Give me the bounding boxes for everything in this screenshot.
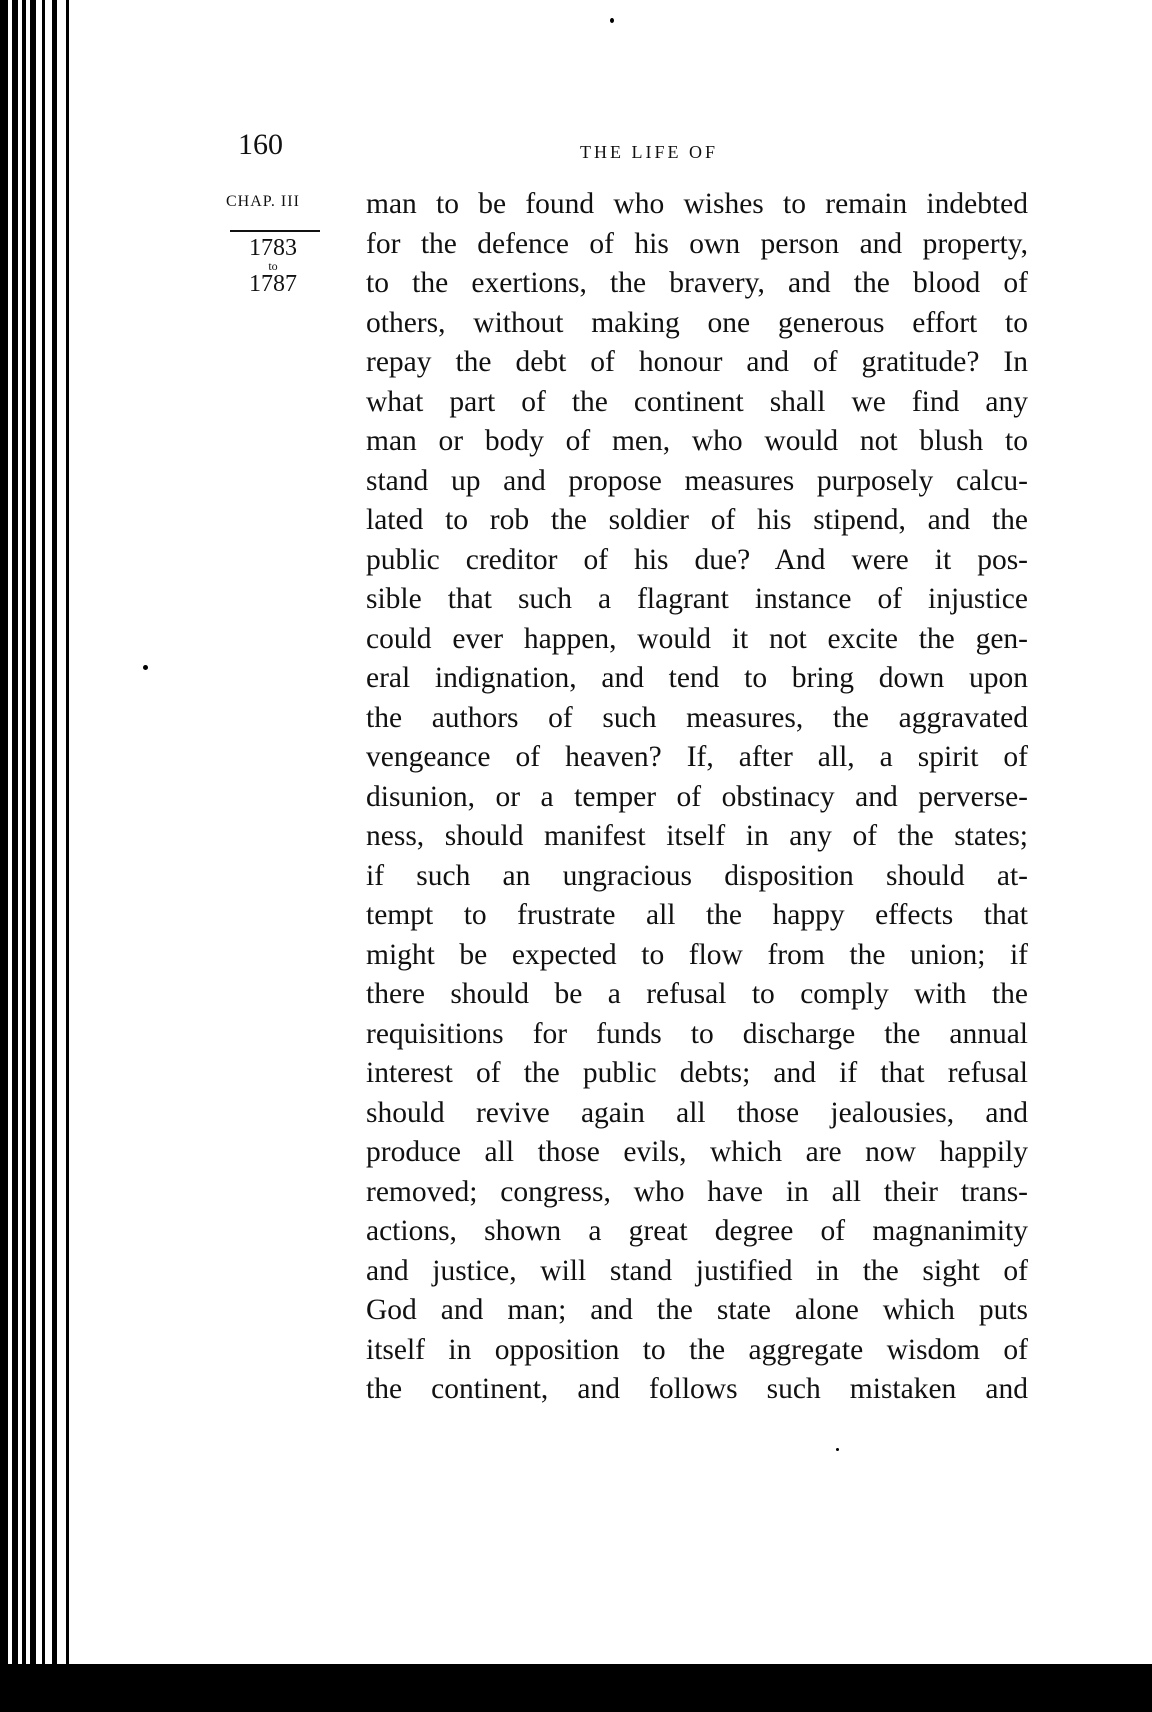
text-line: ness, should manifest itself in any of the states;: [366, 820, 1028, 852]
text-line: man to be found who wishes to remain indebted: [366, 188, 1028, 220]
scan-bottom-edge: [0, 1664, 1152, 1712]
text-line: removed; congress, who have in all their trans-: [366, 1175, 1028, 1208]
text-line: requisitions for funds to discharge the annual: [366, 1017, 1028, 1050]
year-end: 1787: [249, 271, 297, 297]
text-line: God and man; and the state alone which puts: [366, 1294, 1028, 1326]
scan-speck: [143, 665, 148, 670]
scan-speck: [610, 18, 614, 23]
chapter-rule: [230, 230, 320, 232]
text-line: the continent, and follows such mistaken and: [366, 1373, 1028, 1405]
text-line: disunion, or a temper of obstinacy and perverse-: [366, 780, 1028, 813]
text-line: what part of the continent shall we find any: [366, 385, 1028, 418]
book-binding-edge: [0, 0, 72, 1712]
text-line: for the defence of his own person and property,: [366, 227, 1028, 260]
year-to: to: [268, 259, 278, 273]
text-line: might be expected to flow from the union; if: [366, 938, 1028, 971]
text-line: actions, shown a great degree of magnanimity: [366, 1215, 1028, 1247]
text-line: others, without making one generous effort to: [366, 306, 1028, 339]
text-line: tempt to frustrate all the happy effects that: [366, 899, 1028, 931]
text-line: itself in opposition to the aggregate wisdom of: [366, 1333, 1028, 1366]
text-line: to the exertions, the bravery, and the blood of: [366, 267, 1028, 299]
running-head: THE LIFE OF: [580, 142, 718, 162]
text-line: produce all those evils, which are now happily: [366, 1136, 1028, 1168]
text-line: there should be a refusal to comply with the: [366, 978, 1028, 1010]
scan-speck: [836, 1448, 839, 1451]
year-start: 1783: [249, 235, 297, 261]
text-line: man or body of men, who would not blush to: [366, 425, 1028, 457]
body-text: [366, 185, 1028, 1410]
text-line: could ever happen, would it not excite the gen-: [366, 622, 1028, 655]
text-line: interest of the public debts; and if that refusal: [366, 1057, 1028, 1089]
text-line: should revive again all those jealousies, and: [366, 1096, 1028, 1129]
chapter-label: CHAP. III: [226, 193, 300, 210]
margin-years: [248, 236, 298, 296]
text-line: repay the debt of honour and of gratitude? In: [366, 346, 1028, 378]
text-line: public creditor of his due? And were it pos-: [366, 543, 1028, 576]
text-line: stand up and propose measures purposely calcu-: [366, 464, 1028, 497]
text-line: sible that such a flagrant instance of injustice: [366, 583, 1028, 615]
text-line: if such an ungracious disposition should at-: [366, 859, 1028, 892]
text-line: and justice, will stand justified in the sight of: [366, 1254, 1028, 1287]
text-line: the authors of such measures, the aggravated: [366, 701, 1028, 734]
text-line: eral indignation, and tend to bring down upon: [366, 662, 1028, 694]
text-line: lated to rob the soldier of his stipend, and the: [366, 504, 1028, 536]
text-line: vengeance of heaven? If, after all, a spirit of: [366, 741, 1028, 773]
page-number: 160: [238, 128, 283, 161]
